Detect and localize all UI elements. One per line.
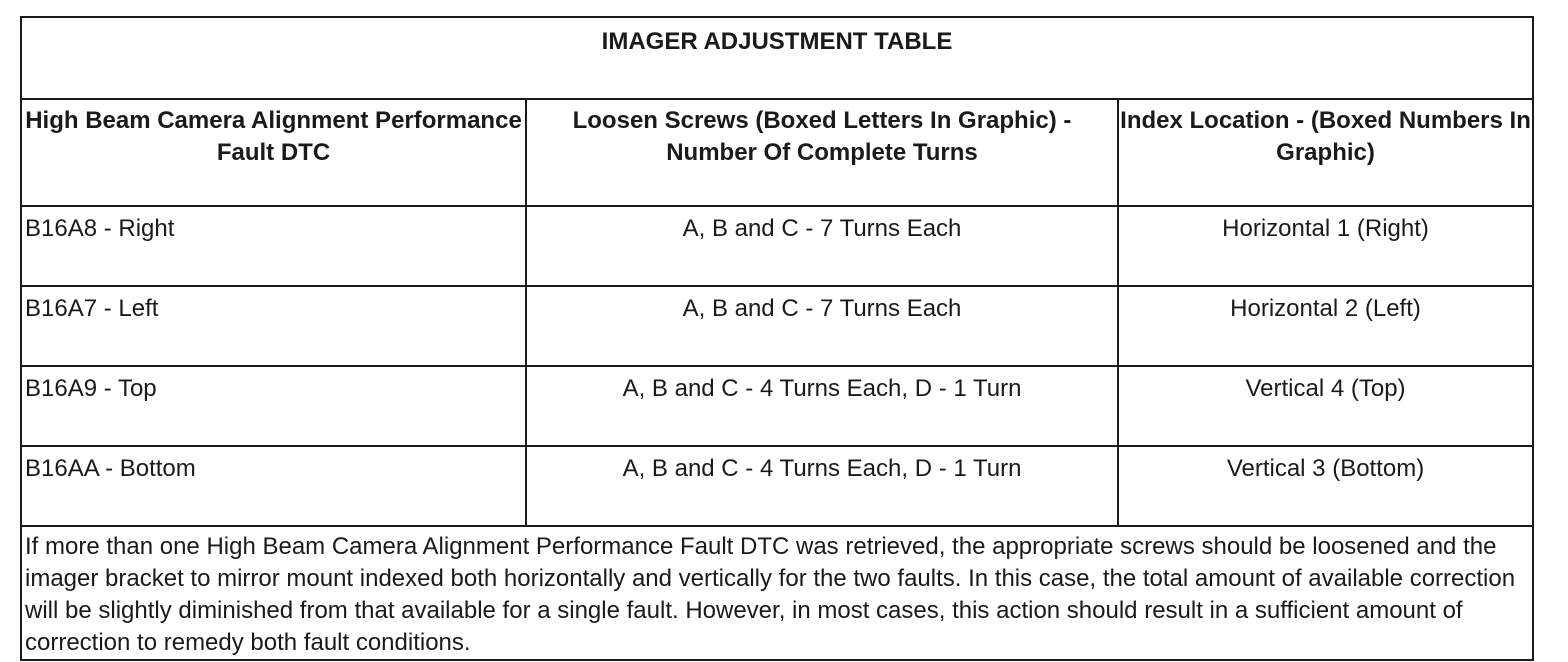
screws-cell: A, B and C - 4 Turns Each, D - 1 Turn — [526, 446, 1118, 526]
header-row — [21, 99, 1533, 206]
table-row — [21, 286, 1533, 366]
header-dtc: High Beam Camera Alignment Performance Fault DTC — [21, 99, 526, 206]
index-cell: Vertical 3 (Bottom) — [1118, 446, 1533, 526]
dtc-cell: B16A9 - Top — [21, 366, 526, 446]
table-row — [21, 206, 1533, 286]
title-row — [21, 17, 1533, 99]
screws-cell: A, B and C - 7 Turns Each — [526, 206, 1118, 286]
dtc-cell: B16AA - Bottom — [21, 446, 526, 526]
index-cell: Horizontal 2 (Left) — [1118, 286, 1533, 366]
header-index-location: Index Location - (Boxed Numbers In Graphic) — [1118, 99, 1533, 206]
header-loosen-screws: Loosen Screws (Boxed Letters In Graphic) - Number Of Complete Turns — [526, 99, 1118, 206]
imager-adjustment-table — [20, 16, 1534, 661]
screws-cell: A, B and C - 4 Turns Each, D - 1 Turn — [526, 366, 1118, 446]
dtc-cell: B16A7 - Left — [21, 286, 526, 366]
index-cell: Vertical 4 (Top) — [1118, 366, 1533, 446]
screws-cell: A, B and C - 7 Turns Each — [526, 286, 1118, 366]
table-title: IMAGER ADJUSTMENT TABLE — [21, 17, 1533, 99]
table-row — [21, 446, 1533, 526]
note-text: If more than one High Beam Camera Alignment Performance Fault DTC was retrieved, the appropriate screws should be loosened and the imager bracket to mirror mount indexed both horizontally and vertically for the two faults. In this case, the total amount of available correction will be slightly diminished from that available for a single fault. However, in most cases, this action should result in a sufficient amount of correction to remedy both fault conditions. — [21, 526, 1533, 660]
note-row — [21, 526, 1533, 660]
dtc-cell: B16A8 - Right — [21, 206, 526, 286]
index-cell: Horizontal 1 (Right) — [1118, 206, 1533, 286]
table-row — [21, 366, 1533, 446]
